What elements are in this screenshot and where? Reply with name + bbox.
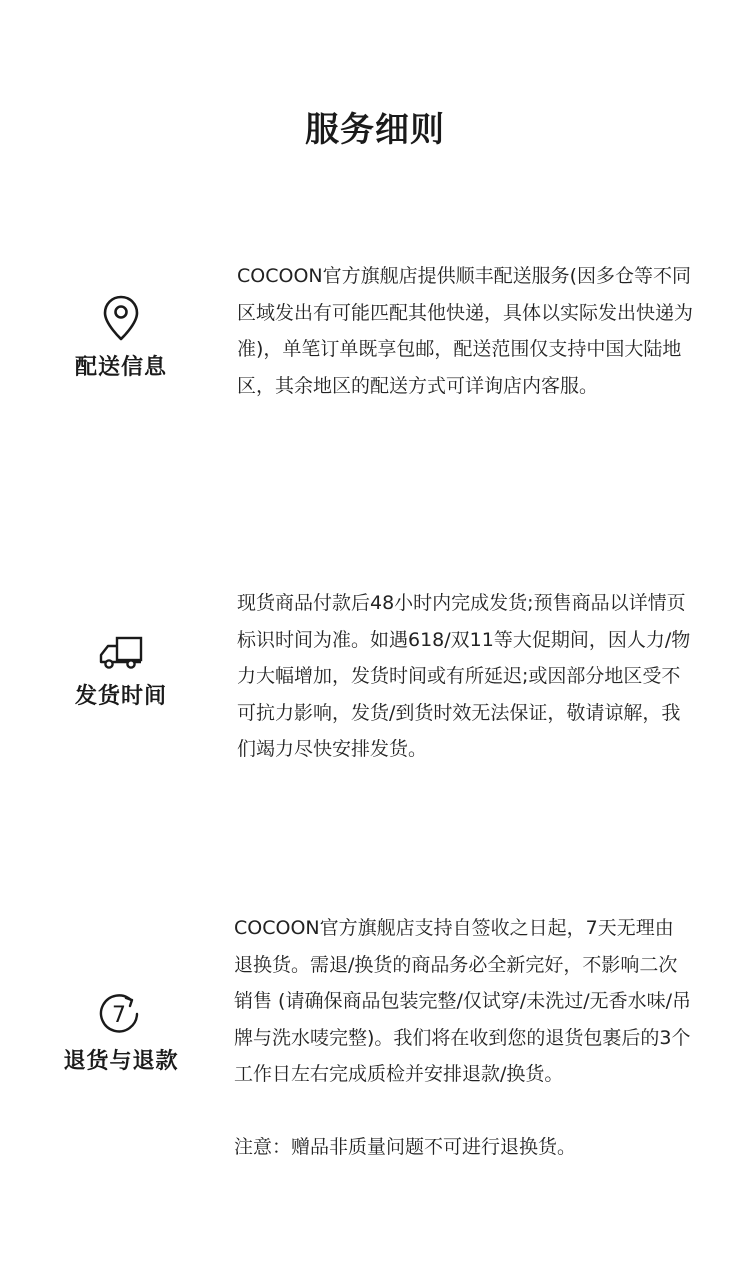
section-label: 配送信息 bbox=[74, 355, 167, 380]
section-label: 退货与退款 bbox=[63, 1049, 179, 1074]
section-text: COCOON官方旗舰店提供顺丰配送服务(因多仓等不同区域发出有可能匹配其他快递，具体以实际发出快递为准)，单笔订单既享包邮，配送范围仅支持中国大陆地区，其余地区的配送方式可详询店内客服。 bbox=[237, 265, 694, 397]
section-body bbox=[237, 258, 695, 404]
section-body bbox=[234, 910, 692, 1165]
section-header bbox=[60, 992, 182, 1078]
section-note: 注意：赠品非质量问题不可进行退换货。 bbox=[234, 1135, 577, 1158]
section-header bbox=[60, 294, 182, 384]
section-label: 发货时间 bbox=[74, 684, 167, 709]
page-title: 服务细则 bbox=[305, 110, 445, 150]
section-text: 现货商品付款后48小时内完成发货;预售商品以详情页标识时间为准。如遇618/双11等大促期间，因人力/物力大幅增加，发货时间或有所延迟;或因部分地区受不可抗力影响，发货/到货时效无法保证，敬请谅解，我们竭力尽快安排发货。 bbox=[237, 592, 691, 760]
seven-day-return-icon bbox=[97, 992, 145, 1036]
delivery-truck-icon bbox=[97, 635, 145, 671]
icon-text: 7 bbox=[112, 1003, 126, 1028]
location-pin-icon bbox=[101, 294, 141, 342]
section-header bbox=[60, 635, 182, 713]
section-text: COCOON官方旗舰店支持自签收之日起，7天无理由退换货。需退/换货的商品务必全新完好，不影响二次销售 (请确保商品包装完整/仅试穿/未洗过/无香水味/吊牌与洗水唛完整)。我们将在收到您的退货包裹后的3个工作日左右完成质检并安排退款/换货。 bbox=[234, 917, 692, 1085]
section-body bbox=[237, 585, 695, 768]
